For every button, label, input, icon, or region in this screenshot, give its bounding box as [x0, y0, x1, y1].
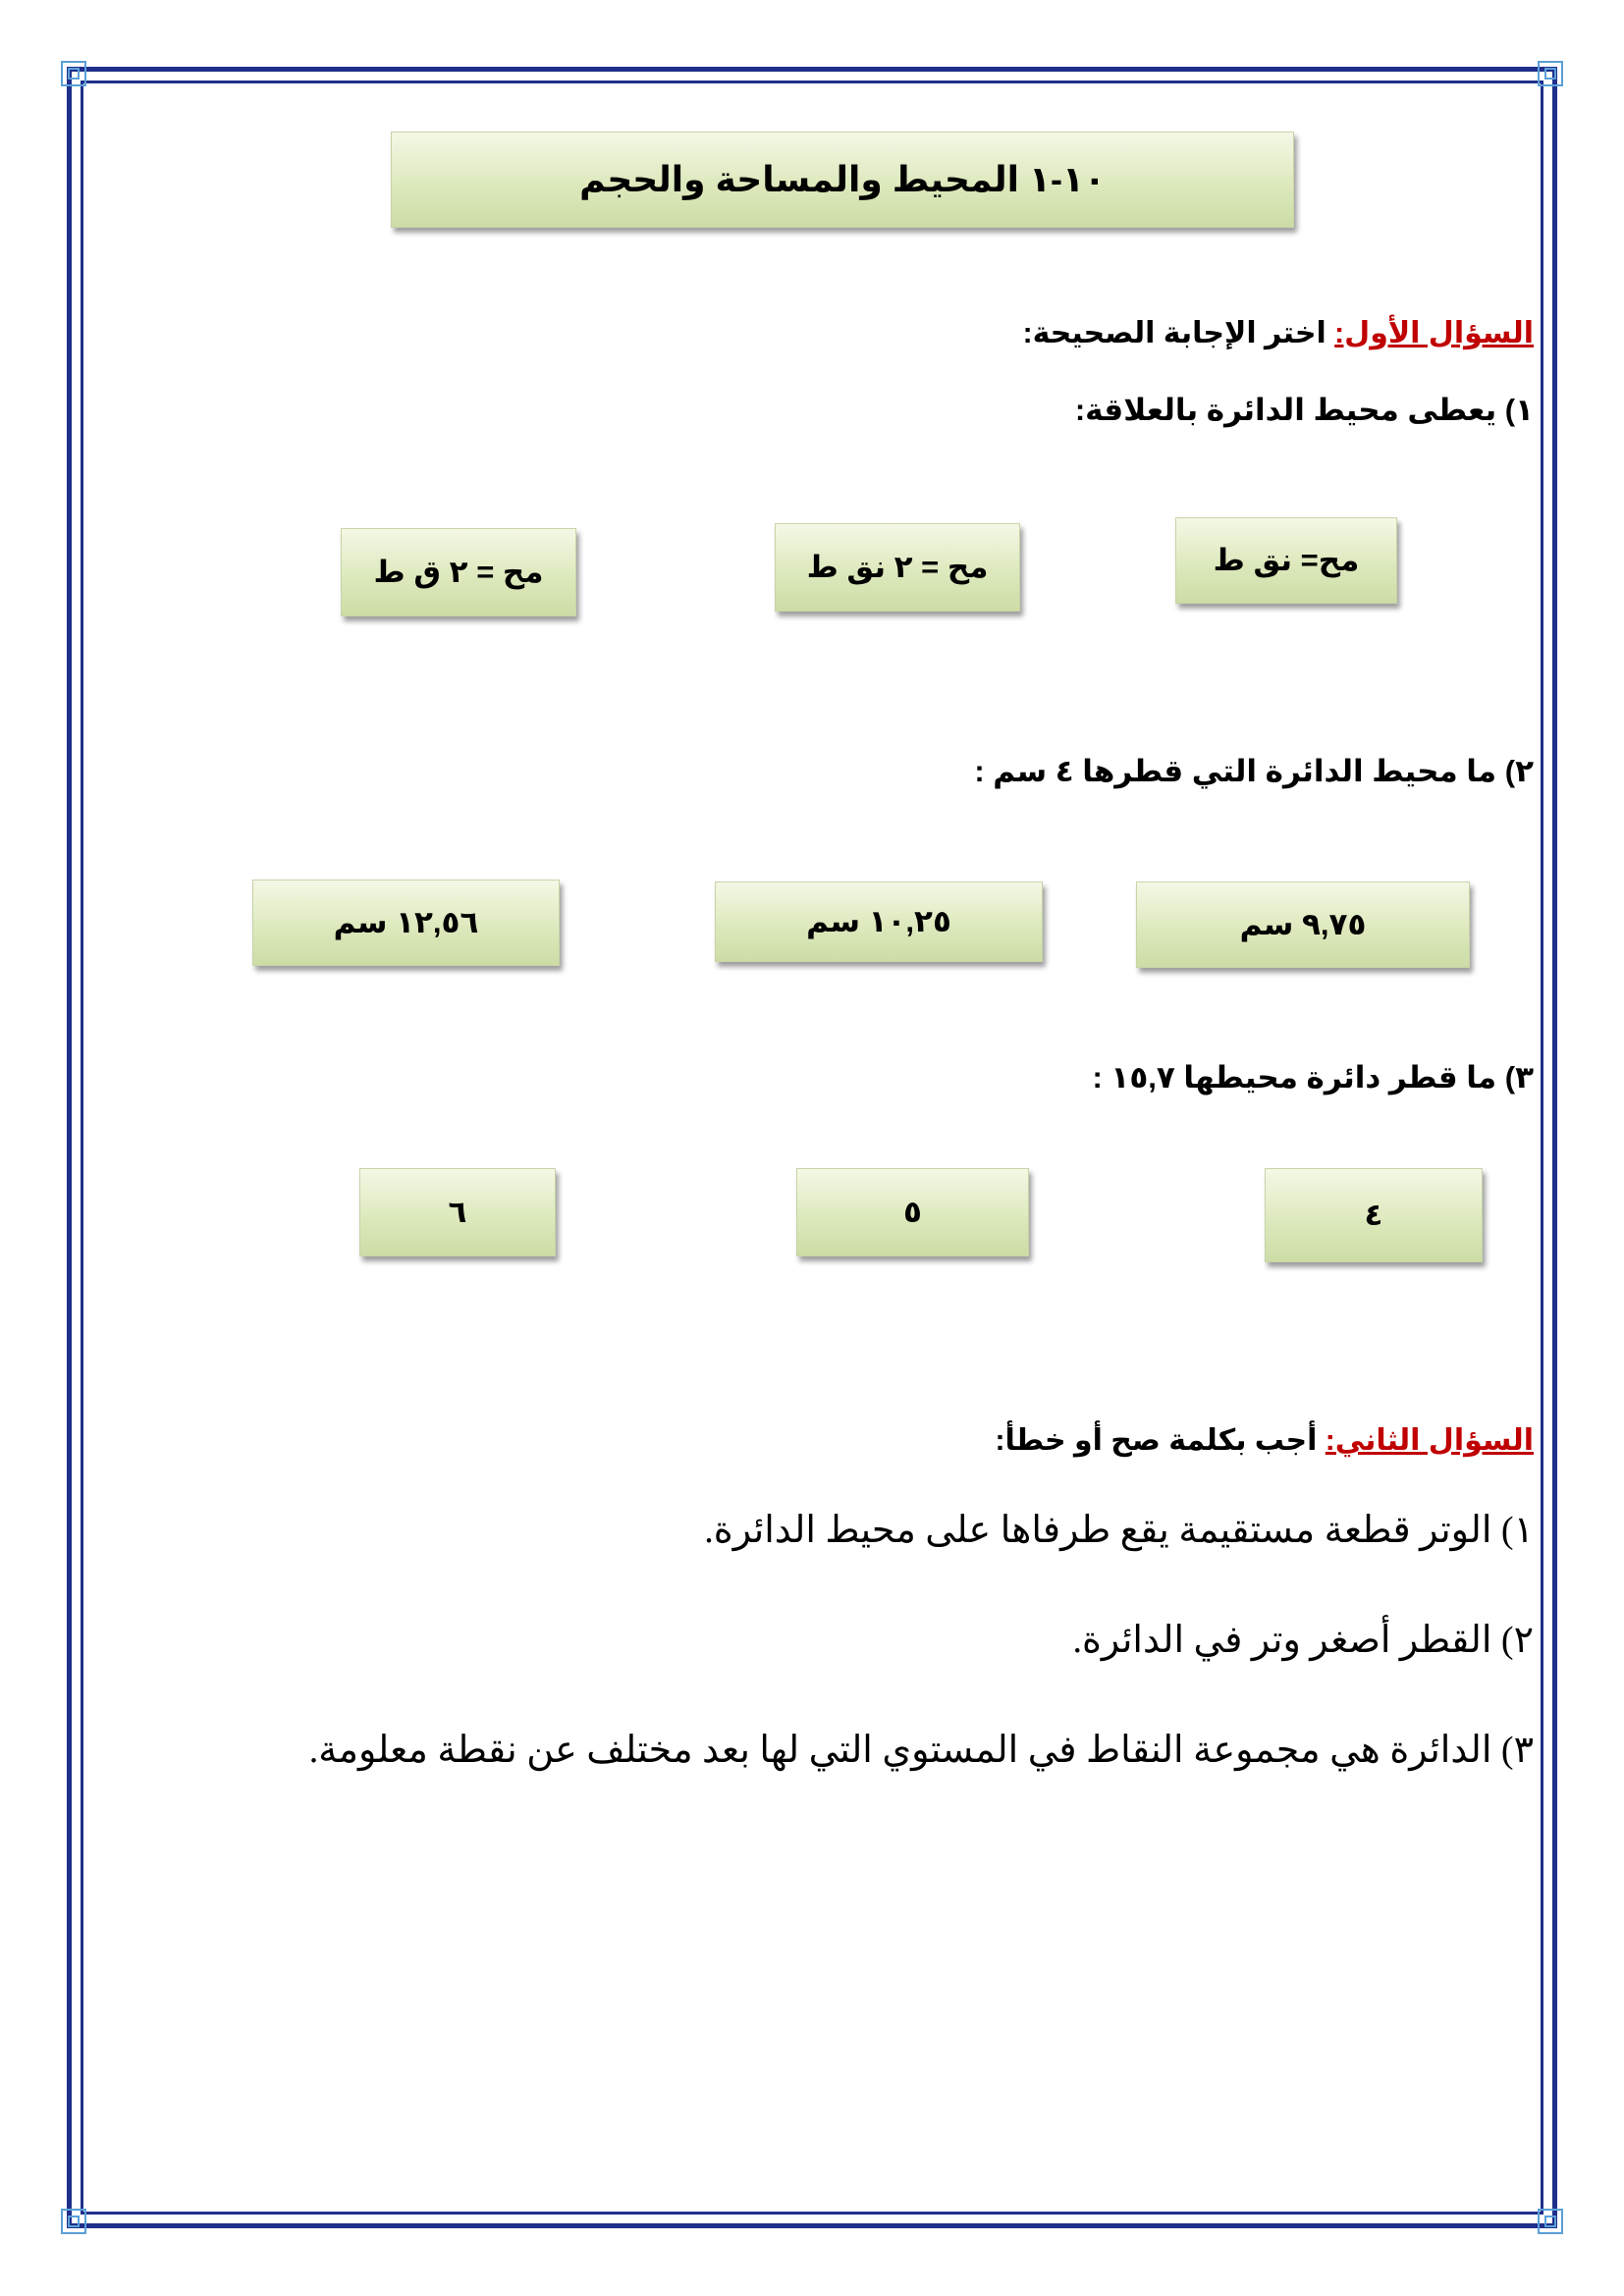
answer-option[interactable]: ٥ [796, 1168, 1029, 1256]
corner-ornament-icon [1538, 2209, 1563, 2234]
question-1-instruction: اختر الإجابة الصحيحة: [1022, 317, 1335, 349]
answer-option[interactable]: مح = ٢ نق ط [775, 523, 1020, 612]
answer-option[interactable]: ٩,٧٥ سم [1136, 881, 1470, 968]
answer-option[interactable]: مح= نق ط [1175, 517, 1397, 604]
corner-ornament-icon [61, 61, 86, 86]
question-1-item-2: ٢) ما محيط الدائرة التي قطرها ٤ سم : [974, 754, 1534, 788]
true-false-statement-1: ١) الوتر قطعة مستقيمة يقع طرفاها على محيط الدائرة. [704, 1510, 1534, 1551]
question-1-item-3: ٣) ما قطر دائرة محيطها ١٥,٧ : [1092, 1060, 1534, 1095]
answer-option[interactable]: ٤ [1265, 1168, 1483, 1262]
corner-ornament-icon [61, 2209, 86, 2234]
question-1-heading [1023, 316, 1534, 350]
question-2-heading [996, 1423, 1534, 1458]
question-2-label: السؤال الثاني: [1325, 1424, 1534, 1457]
answer-option[interactable]: ٦ [359, 1168, 556, 1256]
answer-option[interactable]: مح = ٢ ق ط [341, 528, 576, 616]
answer-option[interactable]: ١٠,٢٥ سم [715, 881, 1043, 962]
question-2-instruction: أجب بكلمة صح أو خطأ: [995, 1424, 1326, 1457]
true-false-statement-2: ٢) القطر أصغر وتر في الدائرة. [1072, 1620, 1534, 1661]
true-false-statement-3: ٣) الدائرة هي مجموعة النقاط في المستوي التي لها بعد مختلف عن نقطة معلومة. [308, 1730, 1534, 1771]
question-1-item-1: ١) يعطى محيط الدائرة بالعلاقة: [1074, 393, 1534, 427]
corner-ornament-icon [1538, 61, 1563, 86]
question-1-label: السؤال الأول: [1334, 317, 1534, 349]
page-title: ١٠-١ المحيط والمساحة والحجم [391, 132, 1294, 228]
answer-option[interactable]: ١٢,٥٦ سم [252, 880, 560, 966]
